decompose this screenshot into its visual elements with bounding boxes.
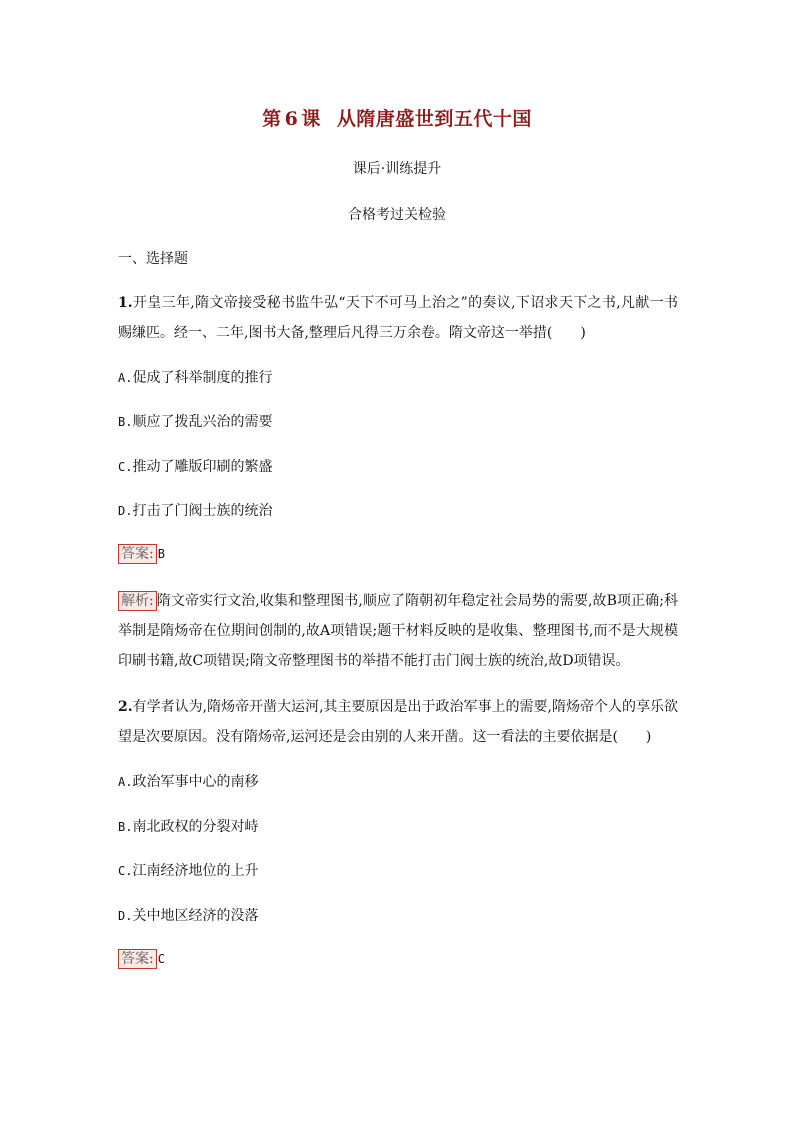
question-1-option-d <box>118 500 272 520</box>
question-2-number: 2. <box>118 699 133 715</box>
option-text: 南北政权的分裂对峙 <box>132 819 259 835</box>
question-1-option-b <box>118 411 272 431</box>
question-1-option-a <box>118 367 272 387</box>
title-main: 从隋唐盛世到五代十国 <box>336 108 532 130</box>
title-prefix: 第 <box>262 108 282 130</box>
option-letter: D. <box>118 909 133 923</box>
title-lesson: 课 <box>301 108 321 130</box>
question-2-option-d <box>118 905 258 925</box>
subtitle-level: 合格考过关检验 <box>348 207 446 223</box>
answer-tag: 答案: <box>118 544 157 564</box>
question-2-option-c <box>118 860 258 880</box>
option-text: 推动了雕版印刷的繁盛 <box>132 459 273 475</box>
question-1-option-c <box>118 456 272 476</box>
option-letter: A. <box>118 371 133 385</box>
question-1-text: 开皇三年,隋文帝接受秘书监牛弘“天下不可马上治之”的奏议,下诏求天下之书,凡献一书赐缣匹。经一、二年,图书大备,整理后凡得三万余卷。隋文帝这一举措( ) <box>118 295 678 341</box>
option-text: 政治军事中心的南移 <box>132 774 259 790</box>
answer-value: C <box>157 952 165 966</box>
option-letter: B. <box>118 820 133 834</box>
question-1-answer <box>118 544 165 564</box>
option-letter: C. <box>118 864 133 878</box>
option-letter: C. <box>118 460 133 474</box>
option-text: 打击了门阀士族的统治 <box>132 503 273 519</box>
answer-value: B <box>157 547 165 561</box>
explanation-tag: 解析: <box>118 591 157 611</box>
lesson-title <box>0 104 794 131</box>
lesson-number: 6 <box>284 108 299 130</box>
question-2-text: 有学者认为,隋炀帝开凿大运河,其主要原因是出于政治军事上的需要,隋炀帝个人的享乐欲望是次要原因。没有隋炀帝,运河还是会由别的人来开凿。这一看法的主要依据是( ) <box>118 699 678 745</box>
question-2-option-b <box>118 816 258 836</box>
question-1-stem <box>118 288 678 348</box>
option-text: 关中地区经济的没落 <box>132 908 259 924</box>
question-1-number: 1. <box>118 295 133 311</box>
option-text: 顺应了拨乱兴治的需要 <box>132 414 273 430</box>
option-letter: D. <box>118 504 133 518</box>
answer-tag: 答案: <box>118 949 157 969</box>
option-letter: B. <box>118 415 133 429</box>
question-1-explanation <box>118 586 678 676</box>
question-2-option-a <box>118 771 258 791</box>
explanation-text: 隋文帝实行文治,收集和整理图书,顺应了隋朝初年稳定社会局势的需要,故B项正确;科举制是隋炀帝在位期间创制的,故A项错误;题干材料反映的是收集、整理图书,而不是大规模印刷书籍,故C项错误;隋文帝整理图书的举措不能打击门阀士族的统治,故D项错误。 <box>118 593 678 669</box>
option-text: 江南经济地位的上升 <box>132 863 259 879</box>
section-heading: 一、选择题 <box>118 251 188 267</box>
option-letter: A. <box>118 775 133 789</box>
option-text: 促成了科举制度的推行 <box>132 370 273 386</box>
question-2-stem <box>118 692 678 752</box>
subtitle-practice: 课后·训练提升 <box>352 161 442 177</box>
question-2-answer <box>118 949 165 969</box>
